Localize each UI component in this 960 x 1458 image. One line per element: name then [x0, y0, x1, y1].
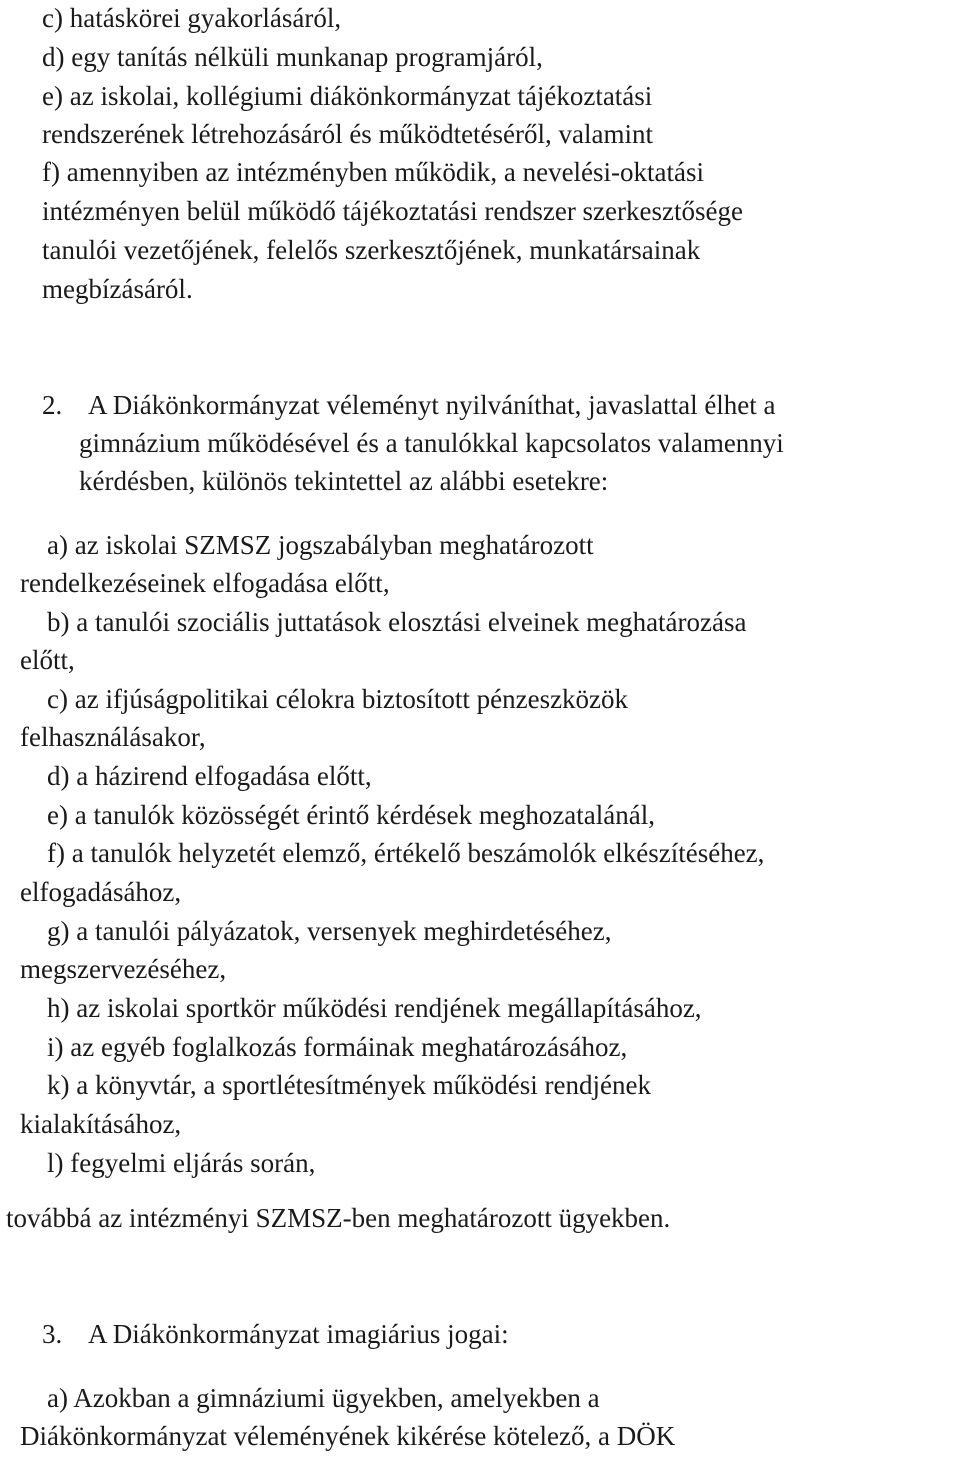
list-item: k) a könyvtár, a sportlétesítmények működési rendjének	[47, 1070, 651, 1100]
list-item: e) a tanulók közösségét érintő kérdések meghozatalánál,	[47, 800, 656, 830]
list-item: l) fegyelmi eljárás során,	[47, 1148, 316, 1178]
section-paragraph-line: A Diákönkormányzat véleményt nyilváníthat, javaslattal élhet a	[88, 390, 776, 420]
section-number: 3.	[42, 1319, 63, 1349]
list-item-continuation: megszervezéséhez,	[20, 954, 227, 984]
list-item: e) az iskolai, kollégiumi diákönkormányzat tájékoztatási	[42, 81, 653, 111]
list-item-continuation: kialakításához,	[20, 1109, 182, 1139]
list-item-continuation: Diákönkormányzat véleményének kikérése kötelező, a DÖK	[20, 1421, 676, 1451]
list-item-continuation: intézményen belül működő tájékoztatási rendszer szerkesztősége	[42, 196, 743, 226]
list-item-continuation: elfogadásához,	[20, 877, 182, 907]
list-item-continuation: előtt,	[20, 645, 75, 675]
list-item: c) az ifjúságpolitikai célokra biztosított pénzeszközök	[47, 684, 629, 714]
list-item-continuation: tanulói vezetőjének, felelős szerkesztőjének, munkatársainak	[42, 235, 701, 265]
list-item: a) az iskolai SZMSZ jogszabályban meghatározott	[47, 530, 594, 560]
list-item-continuation: rendszerének létrehozásáról és működtetéséről, valamint	[42, 119, 653, 149]
list-item-continuation: rendelkezéseinek elfogadása előtt,	[20, 568, 390, 598]
list-item: d) egy tanítás nélküli munkanap programjáról,	[42, 42, 543, 72]
section-number: 2.	[42, 390, 63, 420]
list-item-continuation: megbízásáról.	[42, 274, 193, 304]
list-item: f) amennyiben az intézményben működik, a nevelési-oktatási	[42, 157, 705, 187]
section-paragraph-line: kérdésben, különös tekintettel az alábbi esetekre:	[79, 466, 609, 496]
list-item: a) Azokban a gimnáziumi ügyekben, amelyekben a	[47, 1383, 600, 1413]
list-item: g) a tanulói pályázatok, versenyek meghirdetéséhez,	[47, 916, 612, 946]
list-item: d) a házirend elfogadása előtt,	[47, 761, 372, 791]
list-item: c) hatásköreі gyakorlásáról,	[42, 3, 342, 33]
section-paragraph-line: gimnázium működésével és a tanulókkal kapcsolatos valamennyi	[79, 428, 784, 458]
list-item: b) a tanulói szociális juttatások elosztási elveinek meghatározása	[47, 607, 747, 637]
closing-sentence: továbbá az intézményi SZMSZ-ben meghatározott ügyekben.	[6, 1203, 671, 1233]
list-item: f) a tanulók helyzetét elemző, értékelő beszámolók elkészítéséhez,	[47, 838, 765, 868]
list-item: i) az egyéb foglalkozás formáinak meghatározásához,	[47, 1032, 628, 1062]
list-item-continuation: felhasználásakor,	[20, 722, 206, 752]
list-item: h) az iskolai sportkör működési rendjének megállapításához,	[47, 993, 702, 1023]
section-heading: A Diákönkormányzat imagiárius jogai:	[88, 1319, 509, 1349]
